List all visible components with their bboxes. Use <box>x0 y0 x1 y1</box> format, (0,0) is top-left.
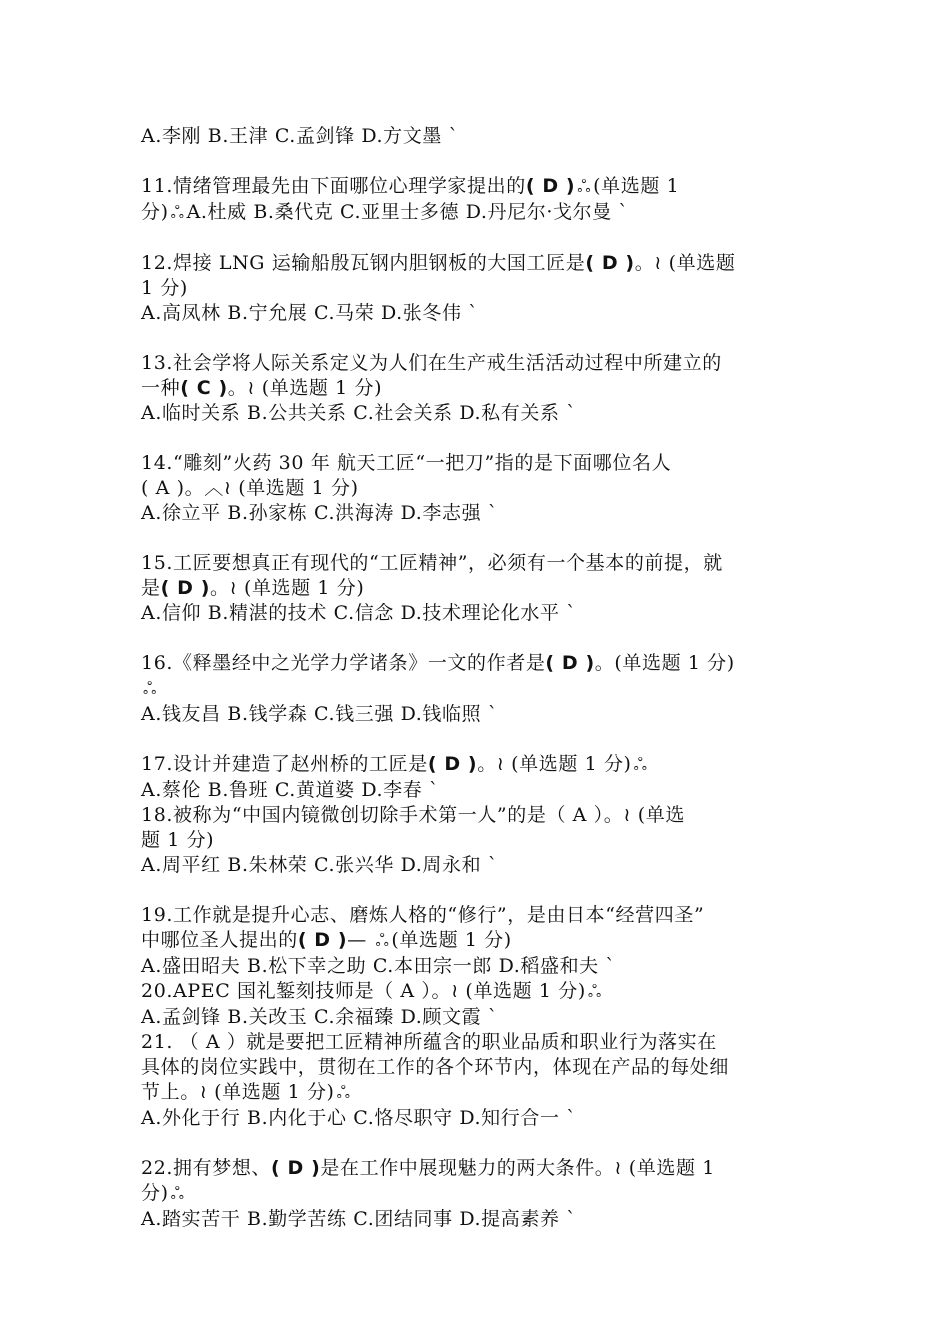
q13-type: 。≀ (单选题 1 分) <box>227 377 383 399</box>
q11-type-end: 分) <box>141 201 169 223</box>
q16-answer: ( D ) <box>545 652 595 674</box>
q19-answer: ( D ) <box>297 929 348 951</box>
q13-stem: 一种 <box>141 377 181 399</box>
q19-line2 <box>141 928 821 954</box>
q19-options: A.盛田昭夫 B.松下幸之助 C.本田宗一郎 D.稻盛和夫 ˋ <box>141 955 616 977</box>
q21-line1: 21. （ A ）就是要把工匠精神所蕴含的职业品质和职业行为落实在 <box>141 1031 717 1053</box>
q14-line2: ( A )。︿≀ (单选题 1 分) <box>141 477 359 499</box>
q18-line1: 18.被称为“中国内镜微创切除手术第一人”的是（ A ）。≀ (单选 <box>141 804 685 826</box>
q15-line2 <box>141 576 821 601</box>
swirl-icon: ஃ <box>587 982 602 1002</box>
q11-line1 <box>141 174 821 200</box>
q13-line2 <box>141 376 821 401</box>
q17-line1 <box>141 752 821 778</box>
q12-answer: ( D ) <box>585 252 635 274</box>
q21-line3 <box>141 1080 821 1106</box>
q17-answer: ( D ) <box>427 753 478 775</box>
q16-stem: 16.《释墨经中之光学力学诸条》一文的作者是 <box>141 652 546 674</box>
q10-options: A.李刚 B.王津 C.孟剑锋 D.方文墨 ˋ <box>141 125 459 147</box>
q11-type: (单选题 1 <box>593 175 680 197</box>
q16-type: 。(单选题 1 分) <box>594 652 735 674</box>
q14-line1: 14.“雕刻”火药 30 年 航天工匠“一把刀”指的是下面哪位名人 <box>141 452 672 474</box>
q16-line1 <box>141 651 821 676</box>
q16-line2 <box>141 676 821 702</box>
q15-answer: ( D ) <box>160 577 210 599</box>
q20-line1 <box>141 979 821 1005</box>
swirl-icon: ஃ <box>170 203 185 223</box>
q15-stem: 是 <box>141 577 161 599</box>
q20-stem: 20.APEC 国礼錾刻技师是（ A ）。≀ (单选题 1 分) <box>141 980 586 1002</box>
q21-type: 节上。≀ (单选题 1 分) <box>141 1081 335 1103</box>
q22-answer: ( D ) <box>271 1157 321 1179</box>
q22-line2 <box>141 1181 821 1207</box>
q12-type: 。≀ (单选题 <box>634 252 736 274</box>
q22-options: A.踏实苦干 B.勤学苦练 C.团结同事 D.提高素养 ˋ <box>141 1208 577 1230</box>
swirl-icon: ஃ <box>633 755 648 775</box>
q13-answer: ( C ) <box>180 377 228 399</box>
swirl-icon: ஃ <box>143 679 157 699</box>
q14-options: A.徐立平 B.孙家栋 C.洪海涛 D.李志强 ˋ <box>141 502 498 524</box>
q22-stem: 22.拥有梦想、 <box>141 1157 272 1179</box>
q19-dash: — <box>347 929 374 951</box>
q11-options: A.杜威 B.桑代克 C.亚里士多德 D.丹尼尔·戈尔曼 ˋ <box>186 201 629 223</box>
q12-options: A.高凤林 B.宁允展 C.马荣 D.张冬伟 ˋ <box>141 302 479 324</box>
q15-type: 。≀ (单选题 1 分) <box>209 577 365 599</box>
document-page <box>141 124 821 1232</box>
q20-options: A.孟剑锋 B.关改玉 C.余福臻 D.顾文霞 ˋ <box>141 1006 498 1028</box>
q12-stem: 12.焊接 LNG 运输船殷瓦钢内胆钢板的大国工匠是 <box>141 252 586 274</box>
q17-stem: 17.设计并建造了赵州桥的工匠是 <box>141 753 428 775</box>
q16-options: A.钱友昌 B.钱学森 C.钱三强 D.钱临照 ˋ <box>141 703 498 725</box>
swirl-icon: ஃ <box>336 1083 351 1103</box>
q22-type-end: 分) <box>141 1182 169 1204</box>
q12-line2: 1 分) <box>141 277 188 299</box>
q21-line2: 具体的岗位实践中，贯彻在工作的各个环节内，体现在产品的每处细 <box>141 1056 730 1078</box>
q17-options: A.蔡伦 B.鲁班 C.黄道婆 D.李春 ˋ <box>141 779 440 801</box>
q12-line1 <box>141 251 821 276</box>
q19-type: (单选题 1 分) <box>391 929 512 951</box>
q13-line1: 13.社会学将人际关系定义为人们在生产戒生活活动过程中所建立的 <box>141 352 722 374</box>
q22-type: 是在工作中展现魅力的两大条件。≀ (单选题 1 <box>320 1157 715 1179</box>
q11-line2 <box>141 200 821 226</box>
q19-stem: 中哪位圣人提出的 <box>141 929 298 951</box>
swirl-icon: ஃ <box>375 931 390 951</box>
q22-line1 <box>141 1156 821 1181</box>
q18-line2: 题 1 分) <box>141 829 215 851</box>
q17-type: 。≀ (单选题 1 分) <box>477 753 632 775</box>
q11-answer: ( D ) <box>525 175 576 197</box>
q15-line1: 15.工匠要想真正有现代的“工匠精神”，必须有一个基本的前提，就 <box>141 552 723 574</box>
swirl-icon: ஃ <box>577 177 592 197</box>
swirl-icon: ஃ <box>170 1184 185 1204</box>
q21-options: A.外化于行 B.内化于心 C.恪尽职守 D.知行合一 ˋ <box>141 1107 577 1129</box>
q19-line1: 19.工作就是提升心志、磨炼人格的“修行”，是由日本“经营四圣” <box>141 904 705 926</box>
q18-options: A.周平红 B.朱林荣 C.张兴华 D.周永和 ˋ <box>141 854 498 876</box>
q11-stem: 11.情绪管理最先由下面哪位心理学家提出的 <box>141 175 526 197</box>
q13-options: A.临时关系 B.公共关系 C.社会关系 D.私有关系 ˋ <box>141 402 577 424</box>
q15-options: A.信仰 B.精湛的技术 C.信念 D.技术理论化水平 ˋ <box>141 602 577 624</box>
